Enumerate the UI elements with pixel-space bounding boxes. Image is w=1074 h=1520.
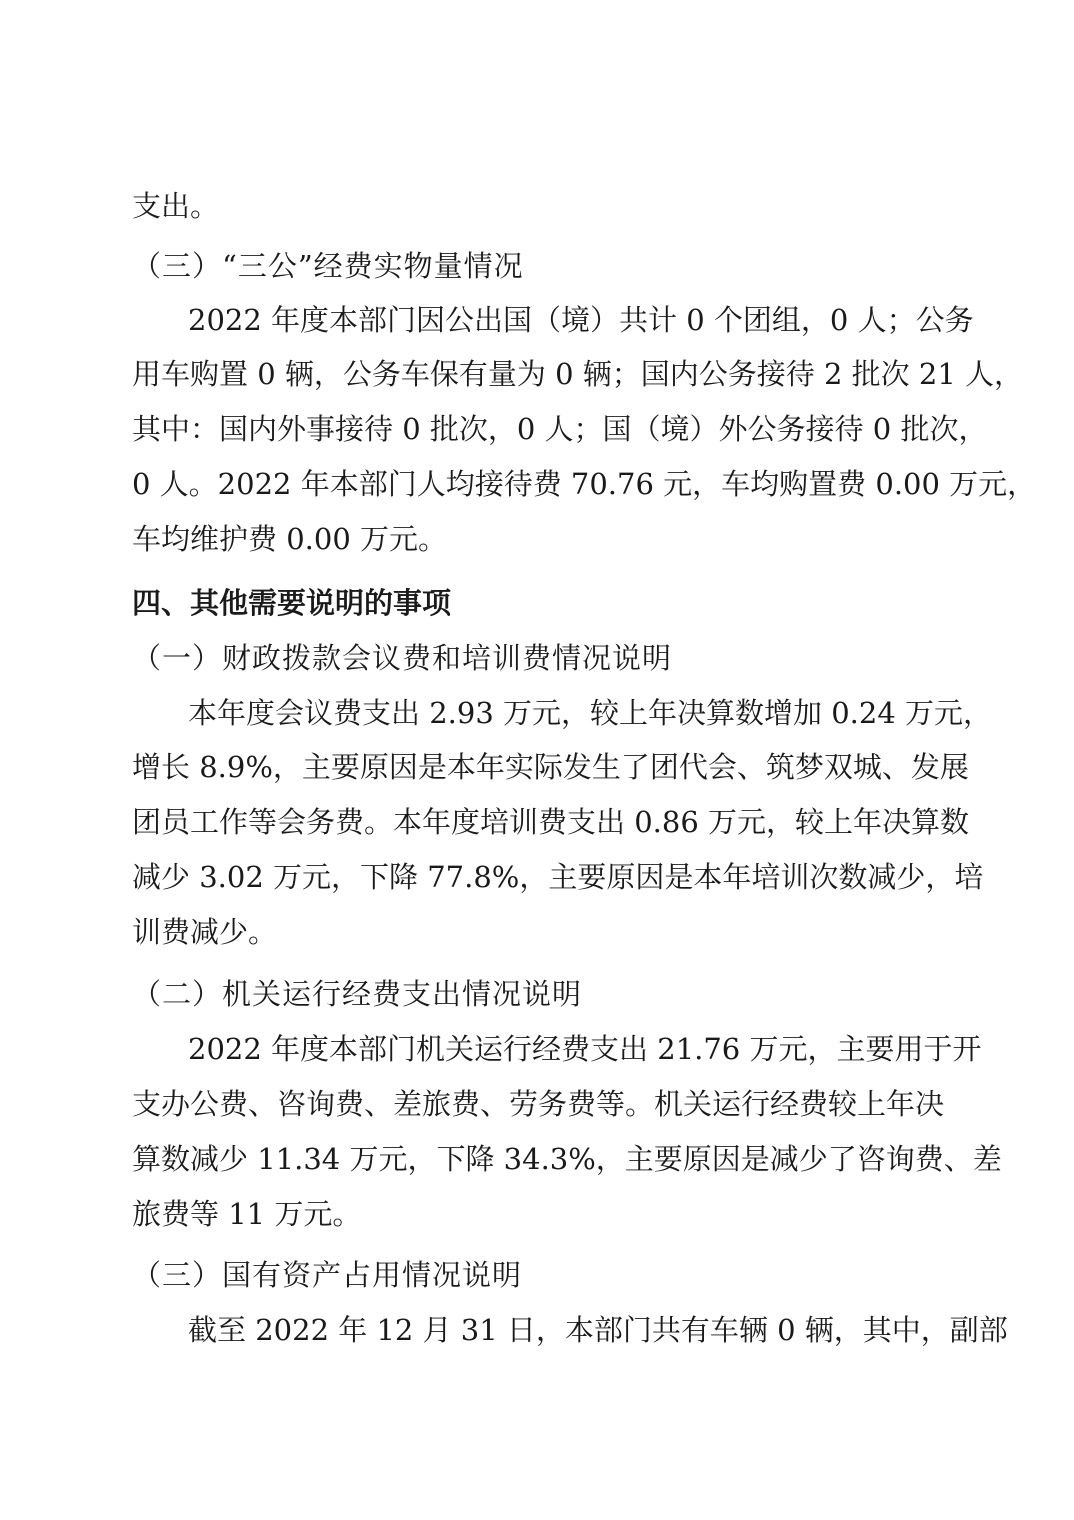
paragraph-line: 车均维护费 0.00 万元。 xyxy=(132,522,448,556)
paragraph-line: 0 人。2022 年本部门人均接待费 70.76 元，车均购置费 0.00 万元， xyxy=(132,467,1037,501)
paragraph-line: 算数减少 11.34 万元，下降 34.3%，主要原因是减少了咨询费、差 xyxy=(132,1142,1002,1176)
paragraph-line: 减少 3.02 万元，下降 77.8%，主要原因是本年培训次数减少，培 xyxy=(132,860,984,894)
paragraph-tail: 支出。 xyxy=(132,189,220,223)
paragraph-line: 截至 2022 年 12 月 31 日，本部门共有车辆 0 辆，其中，副部 xyxy=(188,1313,1008,1347)
paragraph-line: 用车购置 0 辆，公务车保有量为 0 辆；国内公务接待 2 批次 21 人， xyxy=(132,357,1024,391)
subsection-heading-vehicle-stats: （三）“三公”经费实物量情况 xyxy=(132,249,524,283)
subsection-heading-meeting-training: （一）财政拨款会议费和培训费情况说明 xyxy=(132,641,673,675)
paragraph-line: 2022 年度本部门因公出国（境）共计 0 个团组，0 人；公务 xyxy=(188,303,974,337)
subsection-heading-state-assets: （三）国有资产占用情况说明 xyxy=(132,1258,523,1292)
section-heading-other-matters: 四、其他需要说明的事项 xyxy=(132,586,452,620)
paragraph-line: 增长 8.9%，主要原因是本年实际发生了团代会、筑梦双城、发展 xyxy=(132,750,969,784)
paragraph-line: 团员工作等会务费。本年度培训费支出 0.86 万元，较上年决算数 xyxy=(132,805,970,839)
paragraph-line: 旅费等 11 万元。 xyxy=(132,1197,362,1231)
paragraph-line: 2022 年度本部门机关运行经费支出 21.76 万元，主要用于开 xyxy=(188,1032,982,1066)
paragraph-line: 其中：国内外事接待 0 批次，0 人；国（境）外公务接待 0 批次， xyxy=(132,412,988,446)
subsection-heading-operating-expenses: （二）机关运行经费支出情况说明 xyxy=(132,977,583,1011)
paragraph-line: 训费减少。 xyxy=(132,915,278,949)
paragraph-line: 本年度会议费支出 2.93 万元，较上年决算数增加 0.24 万元， xyxy=(188,696,993,730)
paragraph-line: 支办公费、咨询费、差旅费、劳务费等。机关运行经费较上年决 xyxy=(132,1087,945,1121)
